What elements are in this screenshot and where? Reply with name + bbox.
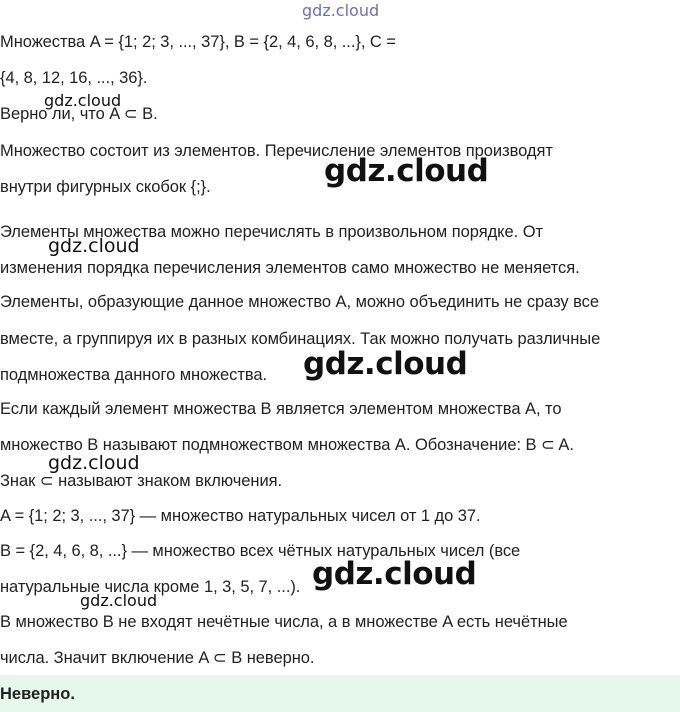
para-3-line-2: вместе, а группируя их в разных комбинациях. Так можно получать различные <box>0 330 601 348</box>
watermark-small-2: gdz.cloud <box>48 235 140 257</box>
para-4-line-1: Если каждый элемент множества B является элементом множества A, то <box>0 400 562 418</box>
watermark-small-4: gdz.cloud <box>80 591 158 610</box>
watermark-top: gdz.cloud <box>302 1 380 20</box>
para-3-line-1: Элементы, образующие данное множество A, можно объединить не сразу все <box>0 293 600 311</box>
conclusion-line-1: В множество B не входят нечётные числа, а в множестве A есть нечётные <box>0 613 568 631</box>
set-a-definition: A = {1; 2; 3, ..., 37} — множество натуральных чисел от 1 до 37. <box>0 507 481 525</box>
para-3-line-3: подмножества данного множества. <box>0 366 268 384</box>
para-4-line-3: Знак ⊂ называют знаком включения. <box>0 472 283 490</box>
answer-text: Неверно. <box>0 685 75 703</box>
task-line-1: Множества A = {1; 2; 3, ..., 37}, B = {2, 4, 6, 8, ...}, C = <box>0 33 396 51</box>
para-4-line-2: множество B называют подмножеством множества A. Обозначение: B ⊂ A. <box>0 436 574 454</box>
para-2-line-2: изменения порядка перечисления элементов само множество не меняется. <box>0 259 580 277</box>
watermark-big-2: gdz.cloud <box>303 346 468 382</box>
task-line-2: {4, 8, 12, 16, ..., 36}. <box>0 69 148 87</box>
watermark-small-1: gdz.cloud <box>44 91 122 110</box>
para-1-line-2: внутри фигурных скобок {;}. <box>0 178 211 196</box>
watermark-big-1: gdz.cloud <box>324 153 489 189</box>
answer-box <box>0 675 680 712</box>
task-question: Верно ли, что A ⊂ B. <box>0 105 158 123</box>
watermark-big-3: gdz.cloud <box>312 556 477 592</box>
para-1-line-1: Множество состоит из элементов. Перечисление элементов производят <box>0 142 553 160</box>
watermark-small-3: gdz.cloud <box>48 452 140 474</box>
set-b-line-2: натуральные числа кроме 1, 3, 5, 7, ...). <box>0 578 301 596</box>
conclusion-line-2: числа. Значит включение A ⊂ B неверно. <box>0 649 315 667</box>
para-2-line-1: Элементы множества можно перечислять в произвольном порядке. От <box>0 223 543 241</box>
set-b-line-1: B = {2, 4, 6, 8, ...} — множество всех чётных натуральных чисел (все <box>0 542 521 560</box>
